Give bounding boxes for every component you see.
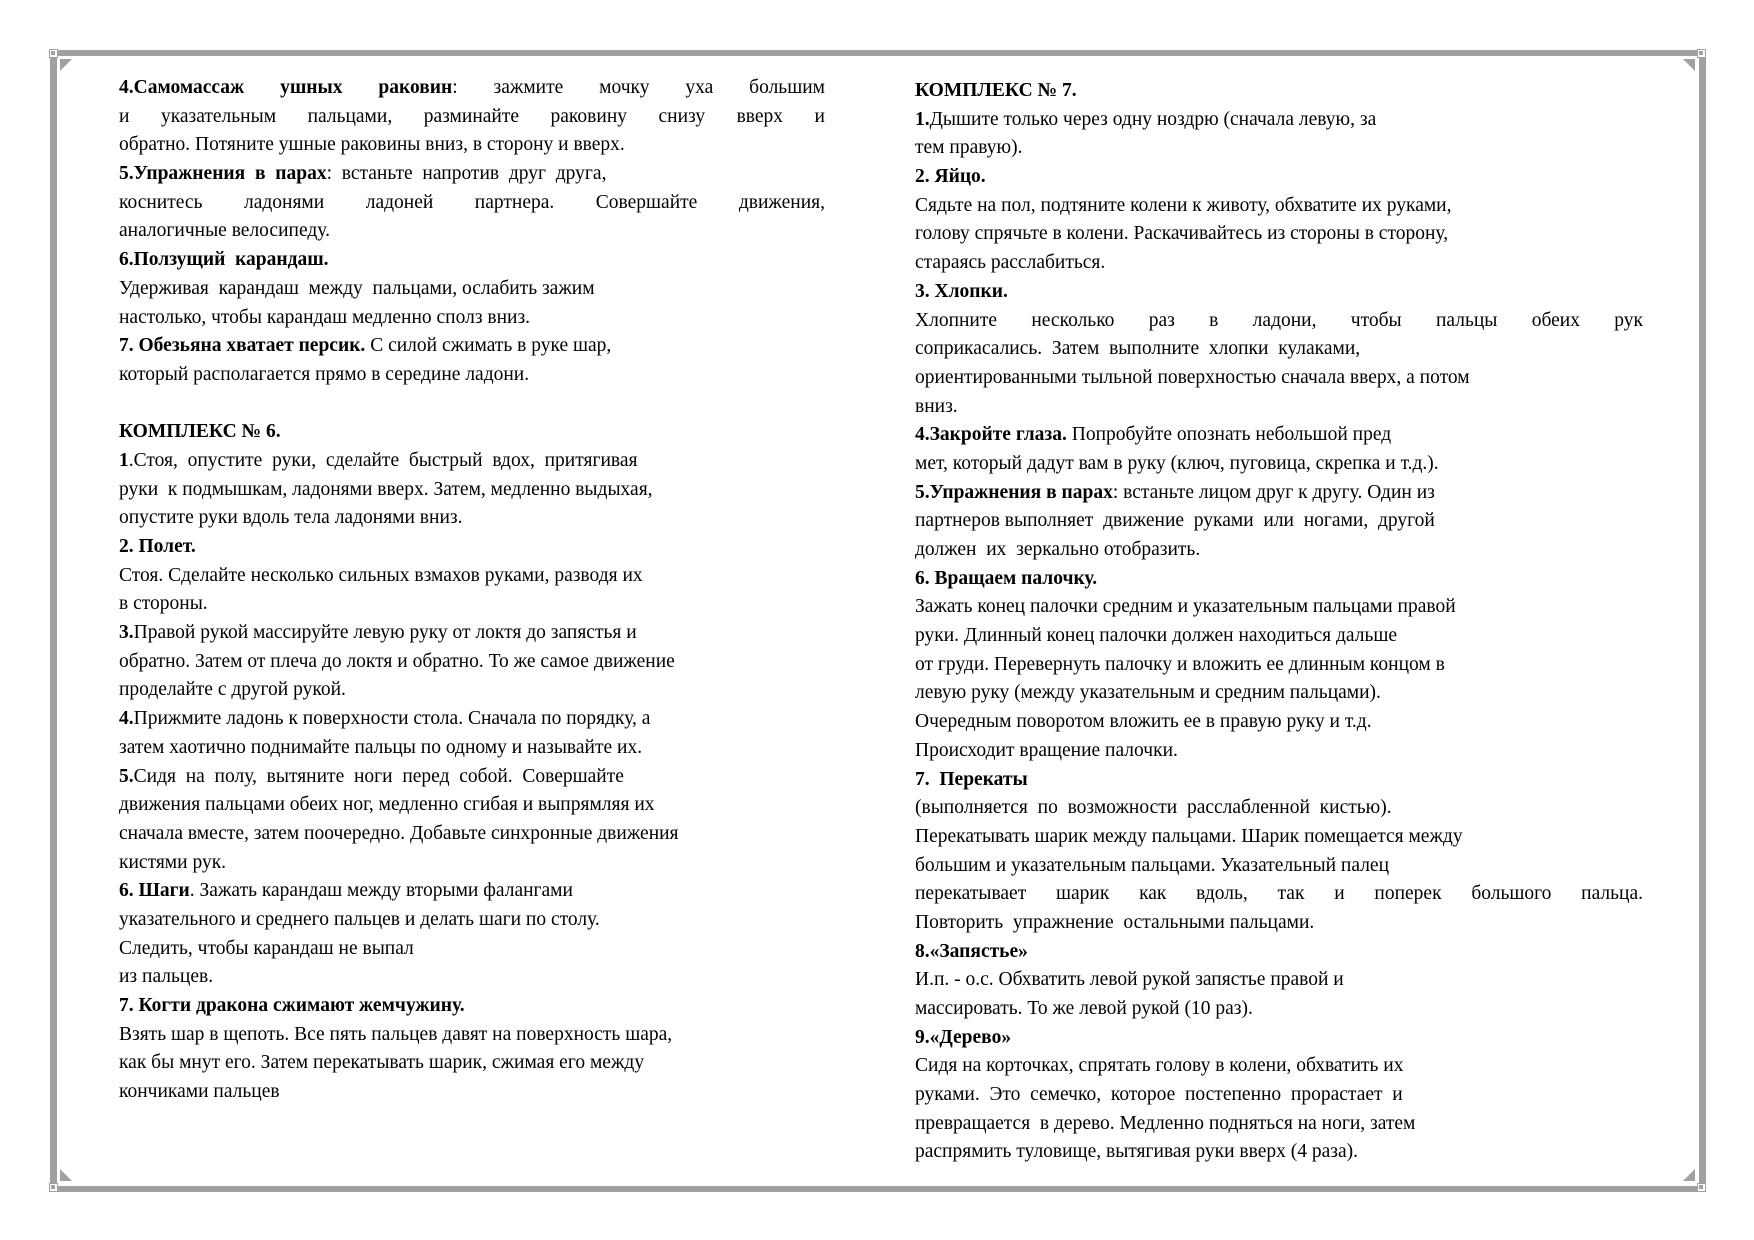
- line-text: который располагается прямо в середине ладони.: [119, 363, 530, 385]
- left-text-column: [119, 74, 825, 1107]
- text-line: [915, 880, 1643, 909]
- line-text: Сидя на полу, вытяните ноги перед собой. Совершайте: [133, 765, 624, 787]
- line-text: Дышите только через одну ноздрю (сначала левую, за: [929, 108, 1377, 130]
- line-text: Повторить упражнение остальными пальцами.: [915, 911, 1315, 933]
- line-text: : зажмите мочку уха большим: [452, 77, 825, 98]
- line-text: (выполняется по возможности расслабленной кистью).: [915, 797, 1392, 819]
- section-heading: [915, 938, 1643, 967]
- line-text: мет, который дадут вам в руку (ключ, пуговица, скрепка и т.д.).: [915, 452, 1439, 474]
- line-text: партнеров выполняет движение руками или ногами, другой: [915, 510, 1435, 532]
- text-line: [915, 507, 1643, 536]
- line-text: перекатывает шарик как вдоль, так и поперек большого пальца.: [915, 883, 1643, 905]
- line-text: аналогичные велосипеду.: [119, 220, 330, 242]
- text-line: [915, 737, 1643, 766]
- text-line: [119, 504, 825, 533]
- text-line: [915, 1138, 1643, 1167]
- bold-label: 2. Яйцо.: [915, 166, 986, 188]
- text-line: [119, 619, 825, 648]
- text-line: [915, 794, 1643, 823]
- frame-top-border: [50, 50, 1706, 56]
- line-text: опустите руки вдоль тела ладонями вниз.: [119, 507, 463, 529]
- frame-corner-square-icon: [1697, 49, 1706, 58]
- text-line: [915, 679, 1643, 708]
- text-line: [915, 479, 1643, 508]
- text-line: [119, 304, 825, 333]
- line-text: Попробуйте опознать небольшой пред: [1066, 424, 1392, 446]
- text-line: [119, 820, 825, 849]
- bold-label: 6.Ползущий карандаш.: [119, 249, 329, 271]
- line-text: из пальцев.: [119, 966, 214, 988]
- right-text-column: [915, 77, 1643, 1167]
- line-text: Перекатывать шарик между пальцами. Шарик помещается между: [915, 825, 1463, 847]
- text-line: [915, 995, 1643, 1024]
- line-text: сначала вместе, затем поочередно. Добавьте синхронные движения: [119, 822, 679, 844]
- text-line: [915, 651, 1643, 680]
- line-text: : встаньте лицом друг к другу. Один из: [1112, 481, 1435, 503]
- section-heading: [119, 418, 825, 447]
- line-text: Прижмите ладонь к поверхности стола. Сначала по порядку, а: [133, 708, 651, 730]
- text-line: [915, 106, 1643, 135]
- line-text: превращается в дерево. Медленно подняться на ноги, затем: [915, 1112, 1416, 1134]
- line-text: от груди. Перевернуть палочку и вложить ее длинным концом в: [915, 653, 1445, 675]
- frame-corner-triangle-icon: [1683, 1169, 1695, 1181]
- frame-corner-square-icon: [49, 1183, 58, 1192]
- line-text: распрямить туловище, вытягивая руки вверх (4 раза).: [915, 1141, 1359, 1163]
- section-heading: [119, 246, 825, 275]
- text-line: [915, 421, 1643, 450]
- line-text: должен их зеркально отобразить.: [915, 539, 1201, 560]
- frame-left-border: [50, 50, 57, 1192]
- frame-corner-triangle-icon: [1683, 59, 1695, 71]
- bold-label: 5.Упражнения в парах: [119, 163, 327, 185]
- text-line: [119, 590, 825, 619]
- line-text: кистями рук.: [119, 851, 227, 873]
- line-text: Правой рукой массируйте левую руку от локтя до запястья и: [133, 622, 637, 644]
- text-line: [915, 852, 1643, 881]
- text-line: [915, 134, 1643, 163]
- text-line: [915, 307, 1643, 336]
- text-line: [915, 393, 1643, 422]
- line-text: Взять шар в щепоть. Все пять пальцев давят на поверхность шара,: [119, 1023, 673, 1045]
- bold-label: 4.: [119, 708, 134, 730]
- text-line: [119, 562, 825, 591]
- line-text: соприкасались. Затем выполните хлопки кулаками,: [915, 338, 1361, 360]
- text-line: [119, 390, 825, 419]
- line-text: кончиками пальцев: [119, 1081, 280, 1103]
- text-line: [119, 906, 825, 935]
- line-text: руками. Это семечко, которое постепенно прорастает и: [915, 1084, 1403, 1106]
- line-text: затем хаотично поднимайте пальцы по одному и называйте их.: [119, 736, 643, 758]
- frame-corner-triangle-icon: [60, 1169, 72, 1181]
- line-text: : встаньте напротив друг друга,: [326, 163, 607, 185]
- frame-corner-square-icon: [49, 49, 58, 58]
- section-heading: [915, 766, 1643, 795]
- text-line: [915, 450, 1643, 479]
- text-line: [915, 364, 1643, 393]
- line-text: Удерживая карандаш между пальцами, ослабить зажим: [119, 277, 595, 299]
- text-line: [915, 1110, 1643, 1139]
- bold-label: 7. Перекаты: [915, 768, 1028, 790]
- line-text: в стороны.: [119, 593, 208, 615]
- bold-label: 8.«Запястье»: [915, 940, 1028, 962]
- text-line: [119, 734, 825, 763]
- bold-label: 1: [119, 449, 129, 471]
- line-text: большим и указательным пальцами. Указательный палец: [915, 854, 1390, 876]
- frame-corner-triangle-icon: [60, 59, 72, 71]
- text-line: [119, 705, 825, 734]
- bold-label: 2. Полет.: [119, 536, 196, 557]
- text-line: [119, 935, 825, 964]
- text-line: [119, 849, 825, 878]
- text-line: [915, 708, 1643, 737]
- section-heading: [915, 565, 1643, 594]
- text-line: [119, 217, 825, 246]
- text-line: [119, 877, 825, 906]
- text-line: [119, 103, 825, 132]
- bold-label: 9.«Дерево»: [915, 1026, 1012, 1048]
- line-text: настолько, чтобы карандаш медленно сполз вниз.: [119, 306, 531, 328]
- line-text: движения пальцами обеих ног, медленно сгибая и выпрямляя их: [119, 794, 655, 816]
- line-text: стараясь расслабиться.: [915, 252, 1106, 274]
- line-text: Стоя. Сделайте несколько сильных взмахов руками, разводя их: [119, 564, 643, 586]
- line-text: .Стоя, опустите руки, сделайте быстрый вдох, притягивая: [128, 449, 638, 471]
- bold-label: 7. Обезьяна хватает персик.: [119, 335, 366, 357]
- text-line: [119, 1049, 825, 1078]
- line-text: как бы мнут его. Затем перекатывать шарик, сжимая его между: [119, 1052, 645, 1074]
- line-text: И.п. - о.с. Обхватить левой рукой запястье правой и: [915, 969, 1344, 991]
- line-text: Происходит вращение палочки.: [915, 739, 1178, 761]
- line-text: и указательным пальцами, разминайте раковину снизу вверх и: [119, 105, 825, 127]
- line-text: Хлопните несколько раз в ладони, чтобы пальцы обеих рук: [915, 309, 1643, 331]
- line-text: проделайте с другой рукой.: [119, 679, 346, 701]
- line-text: Сидя на корточках, спрятать голову в колени, обхватить их: [915, 1055, 1404, 1077]
- bold-label: 4.Самомассаж ушных раковин: [119, 77, 453, 98]
- frame-bottom-border: [50, 1186, 1706, 1192]
- line-text: левую руку (между указательным и средним пальцами).: [915, 682, 1381, 704]
- line-text: обратно. Потяните ушные раковины вниз, в сторону и вверх.: [119, 134, 625, 156]
- line-text: С силой сжимать в руке шар,: [365, 335, 612, 357]
- bold-label: 5.: [119, 765, 134, 787]
- text-line: [119, 447, 825, 476]
- text-line: [119, 1078, 825, 1107]
- line-text: голову спрячьте в колени. Раскачивайтесь из стороны в сторону,: [915, 223, 1449, 245]
- text-line: [915, 1081, 1643, 1110]
- bold-label: КОМПЛЕКС № 7.: [915, 80, 1077, 101]
- section-heading: [915, 1024, 1643, 1053]
- text-line: [915, 823, 1643, 852]
- text-line: [119, 791, 825, 820]
- line-text: руки. Длинный конец палочки должен находиться дальше: [915, 625, 1398, 647]
- line-text: массировать. То же левой рукой (10 раз).: [915, 998, 1253, 1019]
- section-heading: [915, 77, 1643, 106]
- line-text: . Зажать карандаш между вторыми фалангами: [189, 880, 573, 902]
- text-line: [915, 593, 1643, 622]
- text-line: [119, 275, 825, 304]
- line-text: тем правую).: [915, 137, 1023, 159]
- text-line: [915, 536, 1643, 565]
- text-line: [915, 909, 1643, 938]
- bold-label: 3. Хлопки.: [915, 280, 1008, 302]
- text-line: [119, 361, 825, 390]
- text-line: [915, 1052, 1643, 1081]
- text-line: [915, 622, 1643, 651]
- text-line: [119, 74, 825, 103]
- section-heading: [915, 278, 1643, 307]
- bold-label: КОМПЛЕКС № 6.: [119, 421, 281, 443]
- line-text: вниз.: [915, 395, 958, 417]
- line-text: Зажать конец палочки средним и указательным пальцами правой: [915, 596, 1456, 618]
- line-text: Сядьте на пол, подтяните колени к животу, обхватите их руками,: [915, 194, 1452, 216]
- text-line: [915, 192, 1643, 221]
- text-line: [119, 963, 825, 992]
- bold-label: 6. Вращаем палочку.: [915, 567, 1098, 589]
- bold-label: 7. Когти дракона сжимают жемчужину.: [119, 995, 465, 1016]
- line-text: указательного и среднего пальцев и делать шаги по столу.: [119, 908, 600, 930]
- bold-label: 1.: [915, 108, 930, 130]
- line-text: коснитесь ладонями ладоней партнера. Совершайте движения,: [119, 191, 825, 213]
- text-line: [119, 131, 825, 160]
- bold-label: 4.Закройте глаза.: [915, 424, 1067, 446]
- bold-label: 6. Шаги: [119, 880, 190, 902]
- text-line: [119, 189, 825, 218]
- section-heading: [119, 533, 825, 562]
- line-text: Очередным поворотом вложить ее в правую руку и т.д.: [915, 711, 1372, 733]
- frame-right-border: [1699, 50, 1706, 1192]
- text-line: [119, 160, 825, 189]
- text-line: [915, 966, 1643, 995]
- text-line: [119, 763, 825, 792]
- bold-label: 3.: [119, 622, 134, 644]
- line-text: Следить, чтобы карандаш не выпал: [119, 937, 414, 959]
- text-line: [915, 249, 1643, 278]
- text-line: [119, 1021, 825, 1050]
- section-heading: [915, 163, 1643, 192]
- section-heading: [119, 992, 825, 1021]
- text-line: [119, 648, 825, 677]
- line-text: ориентированными тыльной поверхностью сначала вверх, а потом: [915, 366, 1470, 388]
- frame-corner-square-icon: [1697, 1183, 1706, 1192]
- text-line: [915, 220, 1643, 249]
- line-text: руки к подмышкам, ладонями вверх. Затем, медленно выдыхая,: [119, 478, 653, 500]
- bold-label: 5.Упражнения в парах: [915, 481, 1113, 503]
- text-line: [119, 676, 825, 705]
- line-text: обратно. Затем от плеча до локтя и обратно. То же самое движение: [119, 650, 675, 672]
- text-line: [119, 476, 825, 505]
- text-line: [119, 332, 825, 361]
- text-line: [915, 335, 1643, 364]
